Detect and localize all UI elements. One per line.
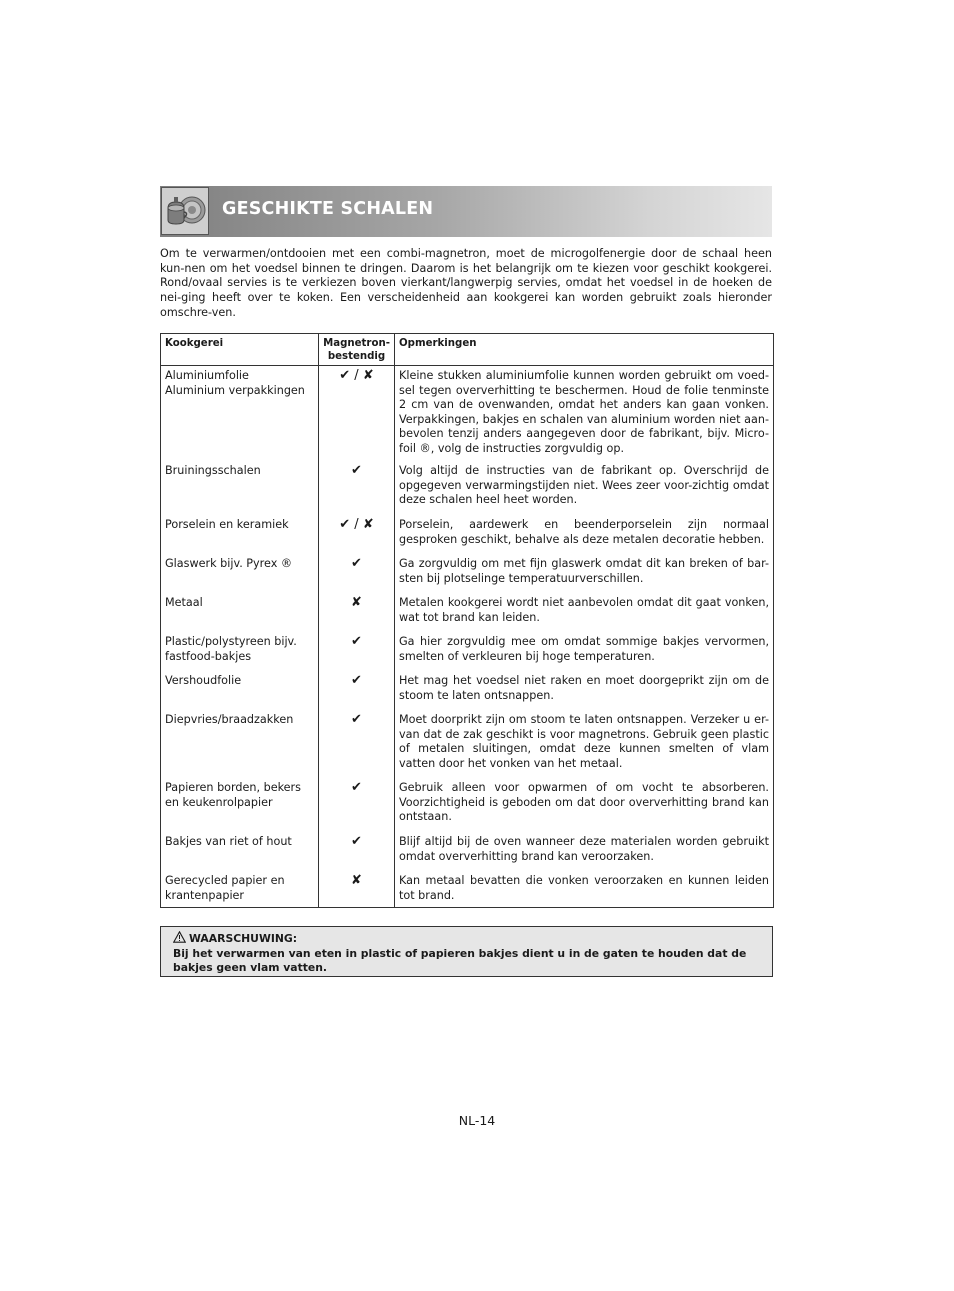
- table-row: [161, 596, 774, 635]
- intro-paragraph: Om te verwarmen/ontdooien met een combi-magnetron, moet de microgolfenergie door de schaal heen kun-nen om het voedsel binnen te dringen. Daarom is het belangrijk om te kiezen voor geschikt kookgerei. Rond/ovaal servies is te verkiezen boven vierkant/langwerpig servies, omdat het voedsel in de hoeken de nei-ging heeft over te koken. Een verscheidenheid aan kookgerei kan worden gebruikt zoals hieronder omschre-ven.: [160, 247, 772, 319]
- table-row: [161, 713, 774, 781]
- remark-cell: Metalen kookgerei wordt niet aanbevolen omdat dit gaat vonken, wat tot brand kan leiden.: [395, 596, 774, 635]
- warning-heading: [173, 931, 760, 947]
- ware-cell: Glaswerk bijv. Pyrex ®: [161, 557, 319, 596]
- table-row: [161, 635, 774, 674]
- page-title: GESCHIKTE SCHALEN: [222, 199, 434, 219]
- remark-cell: Porselein, aardewerk en beenderporselein zijn normaal gesproken geschikt, behalve als deze metalen decoratie hebben.: [395, 518, 774, 557]
- resistant-cell: ✘: [319, 596, 395, 635]
- ware-cell: Aluminiumfolie Aluminium verpakkingen: [161, 366, 319, 465]
- warning-triangle-icon: [173, 931, 186, 947]
- ware-cell: Metaal: [161, 596, 319, 635]
- remark-cell: Gebruik alleen voor opwarmen of om vocht te absorberen. Voorzichtigheid is geboden om dat door oververhitting brand kan ontstaan.: [395, 781, 774, 835]
- cookware-table: [160, 333, 774, 908]
- resistant-cell: ✔: [319, 674, 395, 713]
- remark-cell: Kleine stukken aluminiumfolie kunnen worden gebruikt om voed-sel tegen oververhitting te beschermen. Houd de folie tenminste 2 cm van de ovenwanden, omdat het anders kan gaan vonken. Verpakkingen, bakjes en schalen van aluminium worden niet aan-bevolen tenzij anders aangegeven door de fabrikant, bijv. Micro-foil ®, volg de instructies zorgvuldig op.: [395, 366, 774, 465]
- remark-cell: Ga zorgvuldig om met fijn glaswerk omdat dit kan breken of bar-sten bij plotselinge temperatuurverschillen.: [395, 557, 774, 596]
- resistant-cell: ✔: [319, 635, 395, 674]
- ware-cell: Diepvries/braadzakken: [161, 713, 319, 781]
- remark-cell: Moet doorprikt zijn om stoom te laten ontsnappen. Verzeker u er-van dat de zak geschikt is voor magnetrons. Gebruik geen plastic of metalen sluitingen, omdat deze kunnen smelten of vlam vatten door het vonken van het metaal.: [395, 713, 774, 781]
- table-row: [161, 464, 774, 518]
- resistant-cell: ✔: [319, 464, 395, 518]
- resistant-cell: ✘: [319, 874, 395, 908]
- section-header: [160, 186, 772, 237]
- resistant-cell: ✔: [319, 557, 395, 596]
- warning-title: WAARSCHUWING:: [189, 932, 298, 945]
- ware-cell: Vershoudfolie: [161, 674, 319, 713]
- table-row: [161, 781, 774, 835]
- remark-cell: Het mag het voedsel niet raken en moet doorgeprikt zijn om de stoom te laten ontsnappen.: [395, 674, 774, 713]
- remark-cell: Kan metaal bevatten die vonken veroorzaken en kunnen leiden tot brand.: [395, 874, 774, 908]
- ware-cell: Gerecycled papier en krantenpapier: [161, 874, 319, 908]
- ware-cell: Bakjes van riet of hout: [161, 835, 319, 874]
- warning-box: [160, 926, 773, 977]
- resistant-cell: ✔: [319, 835, 395, 874]
- resistant-cell: ✔ / ✘: [319, 518, 395, 557]
- ware-cell: Plastic/polystyreen bijv. fastfood-bakjes: [161, 635, 319, 674]
- remark-cell: Volg altijd de instructies van de fabrikant op. Overschrijd de opgegeven verwarmingstijden niet. Wees zeer voor-zichtig omdat deze schalen heel heet worden.: [395, 464, 774, 518]
- ware-cell: Papieren borden, bekers en keukenrolpapier: [161, 781, 319, 835]
- warning-text: Bij het verwarmen van eten in plastic of papieren bakjes dient u in de gaten te houden dat de bakjes geen vlam vatten.: [173, 947, 747, 974]
- table-row: [161, 835, 774, 874]
- table-header-row: [161, 334, 774, 366]
- cookware-icon: [161, 187, 209, 235]
- resistant-cell: ✔: [319, 781, 395, 835]
- table-row: [161, 366, 774, 465]
- column-header-resistant: Magnetron- bestendig: [319, 334, 395, 366]
- table-row: [161, 874, 774, 908]
- ware-cell: Porselein en keramiek: [161, 518, 319, 557]
- ware-cell: Bruiningsschalen: [161, 464, 319, 518]
- table-row: [161, 557, 774, 596]
- column-header-remarks: Opmerkingen: [395, 334, 774, 366]
- column-header-ware: Kookgerei: [161, 334, 319, 366]
- table-row: [161, 518, 774, 557]
- table-row: [161, 674, 774, 713]
- remark-cell: Blijf altijd bij de oven wanneer deze materialen worden gebruikt omdat oververhitting brand kan veroorzaken.: [395, 835, 774, 874]
- remark-cell: Ga hier zorgvuldig mee om omdat sommige bakjes vervormen, smelten of verkleuren bij hoge temperaturen.: [395, 635, 774, 674]
- resistant-cell: ✔: [319, 713, 395, 781]
- page-number: NL-14: [458, 1113, 496, 1128]
- resistant-cell: ✔ / ✘: [319, 366, 395, 465]
